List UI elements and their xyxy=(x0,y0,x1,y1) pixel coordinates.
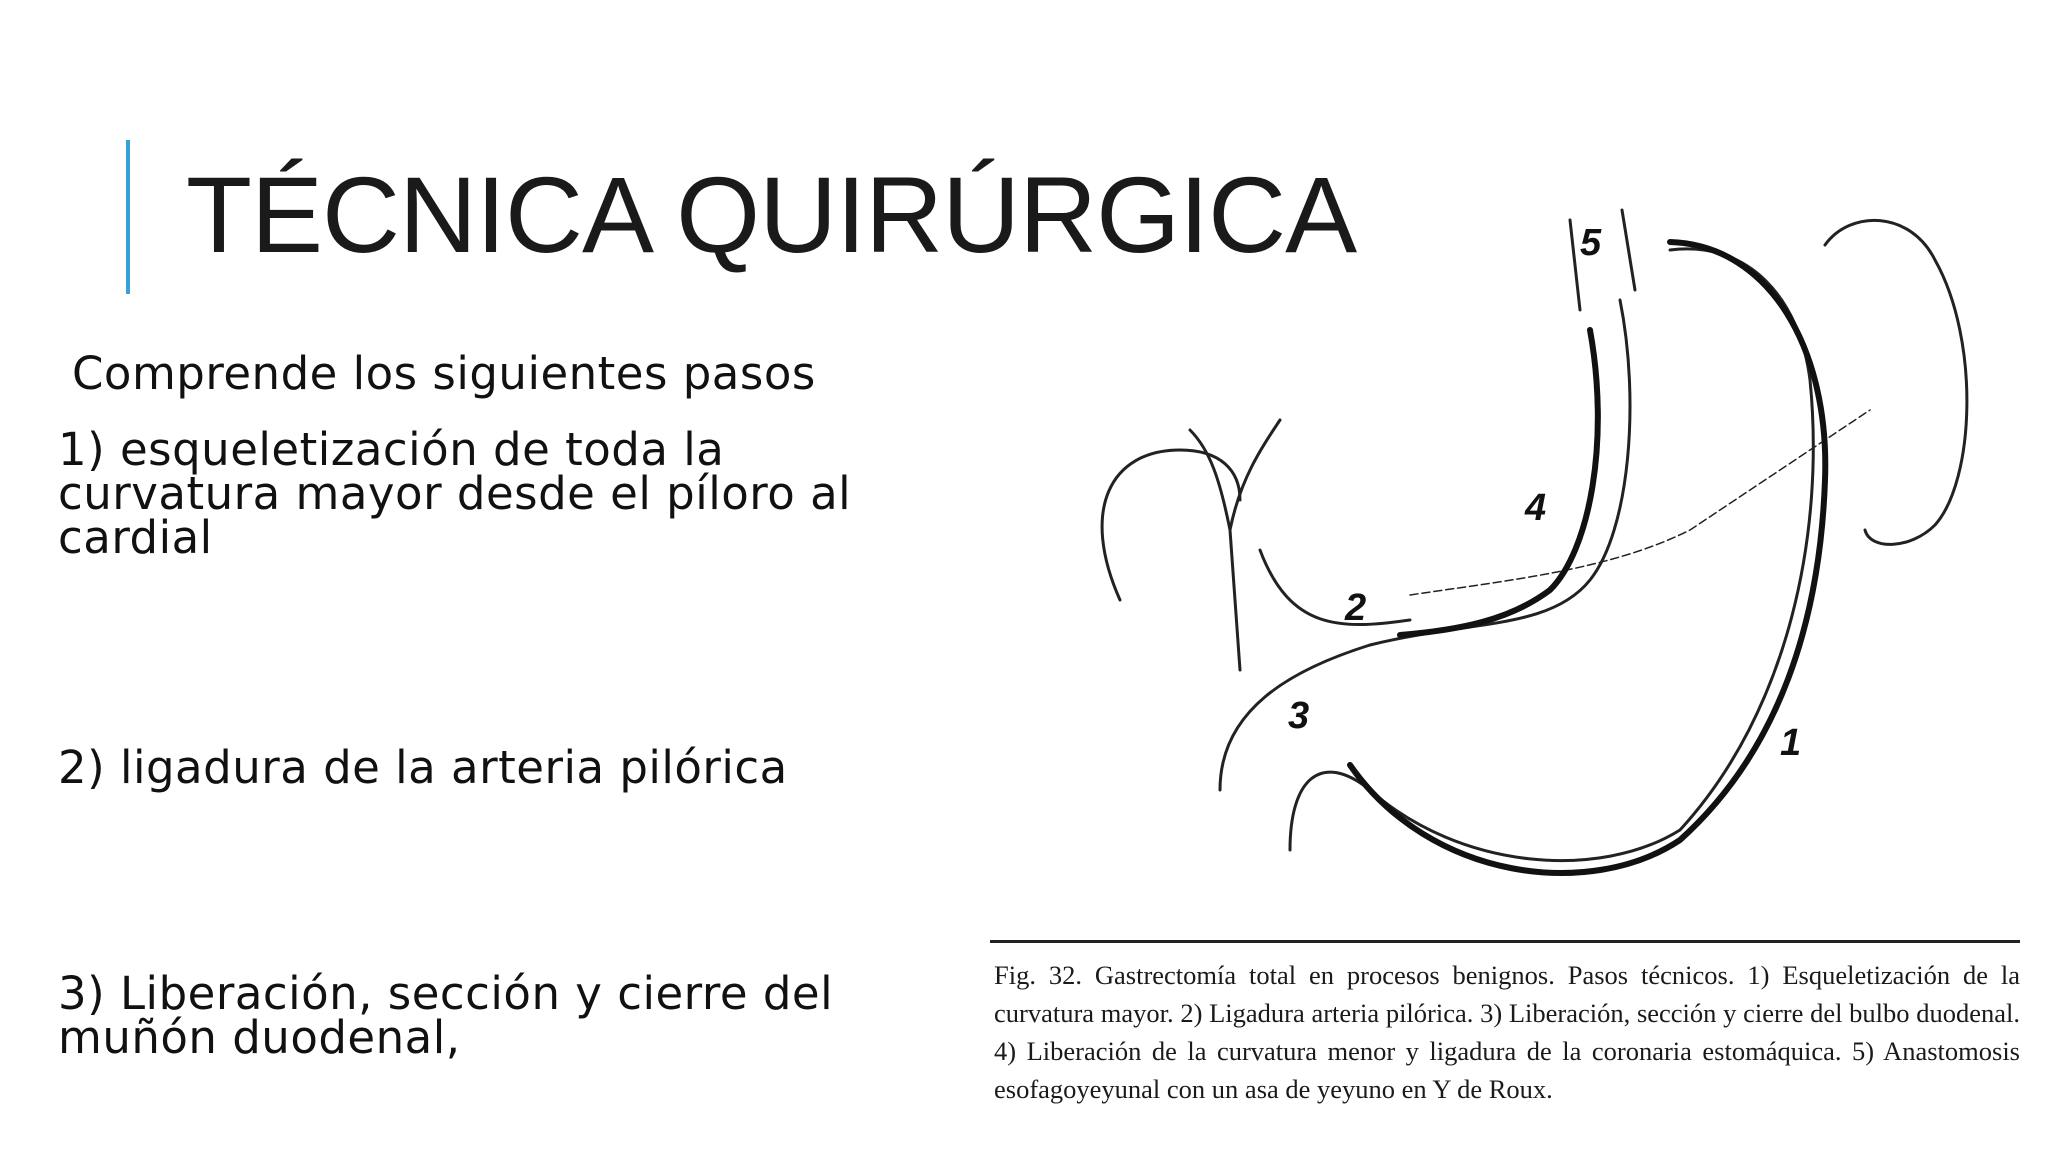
arrow-step-1 xyxy=(1350,242,1825,873)
gastroepiploic-vessel xyxy=(1410,410,1870,595)
label-step-4: 4 xyxy=(1525,487,1547,529)
label-step-1: 1 xyxy=(1780,722,1802,764)
step-1-text: 1) esqueletización de toda la curvatura mayor desde el píloro al cardial xyxy=(58,423,852,564)
title-accent-bar xyxy=(126,140,130,294)
spleen-outline xyxy=(1825,220,1967,544)
vessel-tree xyxy=(1190,420,1410,670)
stomach-diagram xyxy=(990,150,2020,920)
arrow-step-4 xyxy=(1400,330,1598,635)
step-3-text: 3) Liberación, sección y cierre del muñón duodenal, xyxy=(58,967,834,1064)
slide-title: TÉCNICA QUIRÚRGICA xyxy=(186,154,1357,275)
step-2-text: 2) ligadura de la arteria pilórica xyxy=(58,741,788,794)
intro-text: Comprende los siguientes pasos xyxy=(72,347,816,400)
figure-caption-rule xyxy=(990,940,2020,943)
duodenum-outline xyxy=(1220,645,1370,850)
title-container xyxy=(186,150,1357,280)
gallbladder-outline xyxy=(1102,450,1240,600)
label-step-5: 5 xyxy=(1580,222,1602,264)
label-step-3: 3 xyxy=(1288,695,1310,737)
label-step-2: 2 xyxy=(1345,587,1367,629)
figure-caption: Fig. 32. Gastrectomía total en procesos benignos. Pasos técnicos. 1) Esqueletización de la curvatura mayor. 2) Ligadura arteria pilórica. 3) Liberación, sección y cierre del bulbo duodenal. 4) Liberación de la curvatura menor y ligadura de la coronaria estomáquica. 5) Anastomosis esofagoyeyunal con un asa de yeyuno en Y de Roux. xyxy=(994,960,2020,1104)
